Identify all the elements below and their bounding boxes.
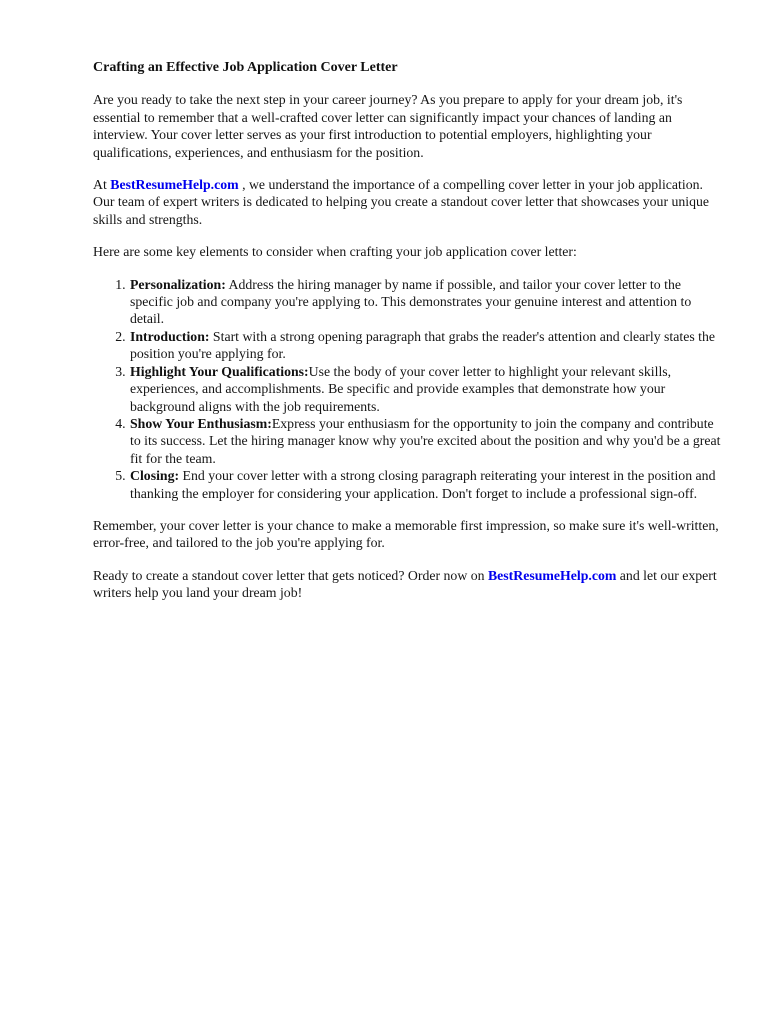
paragraph-elements-intro: Here are some key elements to consider when crafting your job application cover letter: xyxy=(93,244,577,260)
paragraph-cta xyxy=(93,567,723,602)
list-item-enthusiasm xyxy=(129,415,723,467)
list-item-label: Personalization: xyxy=(130,276,226,292)
list-item-qualifications xyxy=(129,363,723,415)
paragraph-about-text-after: , we understand the importance of a compelling cover letter in your job application. Our team of expert writers is dedicated to helping you create a standout cover letter that showcases your unique skills and strengths. xyxy=(93,177,710,227)
paragraph-intro: Are you ready to take the next step in your career journey? As you prepare to apply for your dream job, it's essential to remember that a well-crafted cover letter can significantly impact your chances of landing an interview. Your cover letter serves as your first introduction to potential employers, highlighting your qualifications, experiences, and enthusiasm for the position. xyxy=(93,92,683,160)
paragraph-about-text-before: At xyxy=(93,177,111,193)
bestresumehelp-link[interactable]: BestResumeHelp.com xyxy=(110,177,239,193)
list-item-text: End your cover letter with a strong closing paragraph reiterating your interest in the position and thanking the employer for considering your application. Don't forget to include a professional sign-off. xyxy=(130,468,716,501)
document-content xyxy=(93,59,723,617)
list-item-text: Use the body of your cover letter to highlight your relevant skills, experiences, and accomplishments. Be specific and provide examples that demonstrate how your background aligns with the job requirements. xyxy=(130,363,672,414)
paragraph-cta-text-before: Ready to create a standout cover letter that gets noticed? Order now on xyxy=(93,567,488,583)
list-item-introduction xyxy=(129,328,723,363)
list-item-label: Highlight Your Qualifications: xyxy=(130,363,309,379)
paragraph-cta-text-after: and let our expert writers help you land your dream job! xyxy=(93,567,717,601)
document-title: Crafting an Effective Job Application Cover Letter xyxy=(93,60,398,75)
paragraph-about xyxy=(93,176,723,228)
bestresumehelp-link[interactable]: BestResumeHelp.com xyxy=(487,567,617,583)
list-item-label: Closing: xyxy=(130,468,180,484)
list-item-text: Start with a strong opening paragraph that grabs the reader's attention and clearly states the position you're applying for. xyxy=(130,328,716,362)
list-item-label: Introduction: xyxy=(130,328,210,344)
list-item-text: Address the hiring manager by name if possible, and tailor your cover letter to the specific job and company you're applying to. This demonstrates your genuine interest and attention to detail. xyxy=(130,276,692,327)
list-item-personalization xyxy=(129,276,723,328)
list-item-closing xyxy=(129,467,723,502)
list-item-label: Show Your Enthusiasm: xyxy=(130,415,272,431)
paragraph-remember: Remember, your cover letter is your chance to make a memorable first impression, so make sure it's well-written, error-free, and tailored to the job you're applying for. xyxy=(93,517,719,551)
key-elements-list xyxy=(93,276,723,502)
list-item-text: Express your enthusiasm for the opportunity to join the company and contribute to its success. Let the hiring manager know why you're excited about the position and why you'd be a great fit for the team. xyxy=(130,415,721,466)
